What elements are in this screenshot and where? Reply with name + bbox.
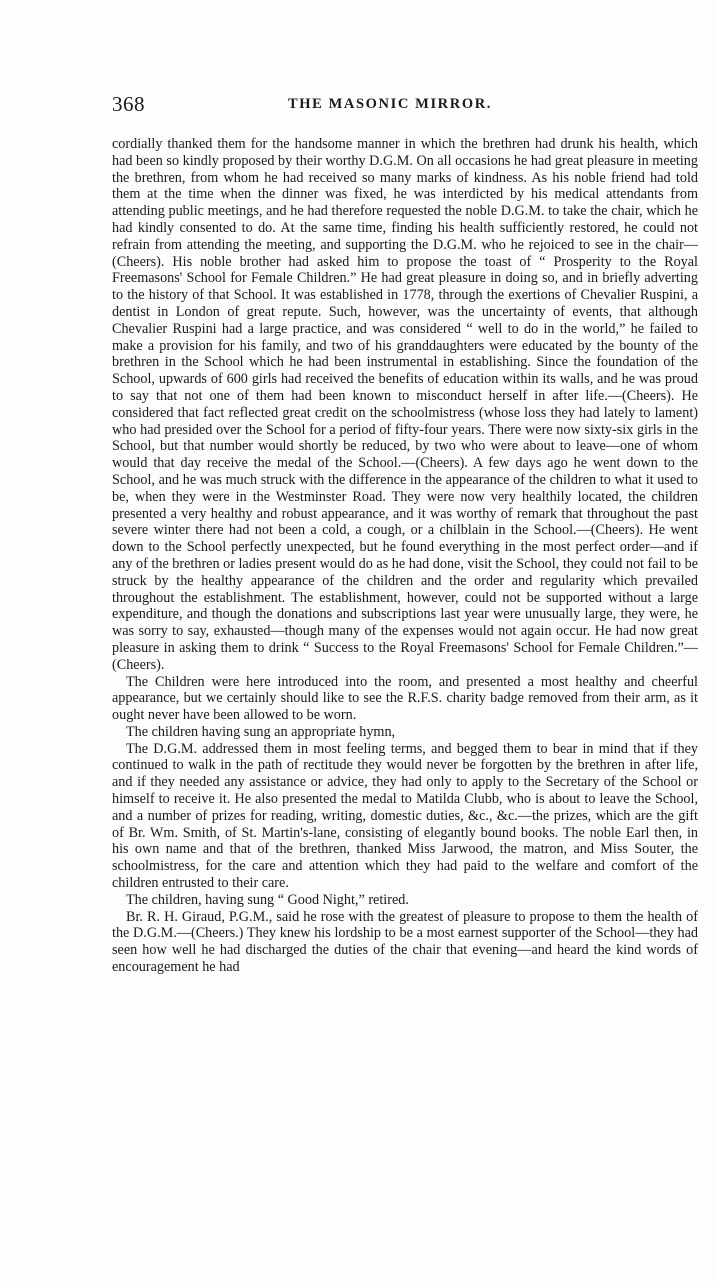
paragraph-giraud-toast: Br. R. H. Giraud, P.G.M., said he rose with the greatest of pleasure to propose to them the health of the D.G.M.—(Cheers.) They knew his lordship to be a most earnest supporter of the School—they had seen how well he had discharged the duties of the chair that evening—and heard the kind words of encouragement he had [112, 908, 698, 976]
page-header [112, 92, 698, 116]
paragraph-hymn: The children having sung an appropriate hymn, [126, 723, 396, 740]
article-body [112, 136, 698, 976]
running-title: THE MASONIC MIRROR. [288, 96, 493, 112]
paragraph-speech-continued: cordially thanked them for the handsome manner in which the brethren had drunk his health, which had been so kindly proposed by their worthy D.G.M. On all occasions he had great pleasure in meeting the brethren, from whom he had received so many marks of kindness. As his noble friend had told them at the time when the dinner was fixed, he was interdicted by his medical attendants from attending public meetings, and he had therefore requested the noble D.G.M. to take the chair, which he had kindly consented to do. At the same time, finding his health sufficiently restored, he could not refrain from attending the meeting, and supporting the D.G.M. who he rejoiced to see in the chair—(Cheers). His noble brother had asked him to propose the toast of “ Prosperity to the Royal Freemasons' School for Female Children.” He had great pleasure in doing so, and in briefly adverting to the history of that School. It was established in 1778, through the exertions of Chevalier Ruspini, a dentist in London of great repute. Such, however, was the uncertainty of events, that although Chevalier Ruspini had a large practice, and was considered “ well to do in the world,” he failed to make a provision for his family, and two of his granddaughters were educated by the bounty of the brethren in the School which he had been instrumental in establishing. Since the foundation of the School, upwards of 600 girls had received the benefits of education within its walls, and he was proud to say that not one of them had been known to misconduct herself in after life.—(Cheers). He considered that fact reflected great credit on the schoolmistress (whose loss they had lately to lament) who had presided over the School for a period of fifty-four years. There were now sixty-six girls in the School, but that number would shortly be reduced, by two who were about to leave—one of whom would that day receive the medal of the School.—(Cheers). A few days ago he went down to the School, and he was much struck with the difference in the appearance of the children to what it used to be, when they were in the Westminster Road. They were now very healthily located, the children presented a very healthy and robust appearance, and it was worthy of remark that throughout the past severe winter there had not been a cold, a cough, or a chilblain in the School.—(Cheers). He went down to the School perfectly unexpected, but he found everything in the most perfect order—and if any of the brethren or ladies present would do as he had done, visit the School, they could not fail to be struck by the healthy appearance of the children and the order and regularity which prevailed throughout the establishment. The establishment, however, could not be supported without a large expenditure, and though the donations and subscriptions last year were unusually large, they were, he was sorry to say, exhausted—though many of the expenses would not again occur. He had now great pleasure in asking them to drink “ Success to the Royal Freemasons' School for Female Children.”—(Cheers). [112, 136, 698, 673]
page-number: 368 [112, 92, 145, 116]
paragraph-children-introduced: The Children were here introduced into the room, and presented a most healthy and cheerful appearance, but we certainly should like to see the R.F.S. charity badge removed from their arm, as it ought never have been allowed to be worn. [112, 673, 698, 724]
paragraph-dgm-address: The D.G.M. addressed them in most feeling terms, and begged them to bear in mind that if they continued to walk in the path of rectitude they would never be forgotten by the brethren in after life, and if they needed any assistance or advice, they had only to apply to the Secretary of the School or himself to receive it. He also presented the medal to Matilda Clubb, who is about to leave the School, and a number of prizes for reading, writing, domestic duties, &c., &c.—the prizes, which are the gift of Br. Wm. Smith, of St. Martin's-lane, consisting of elegantly bound books. The noble Earl then, in his own name and that of the brethren, thanked Miss Jarwood, the matron, and Miss Souter, the schoolmistress, for the care and attention which they had paid to the welfare and comfort of the children entrusted to their care. [112, 740, 698, 892]
paragraph-good-night: The children, having sung “ Good Night,” retired. [126, 891, 409, 908]
